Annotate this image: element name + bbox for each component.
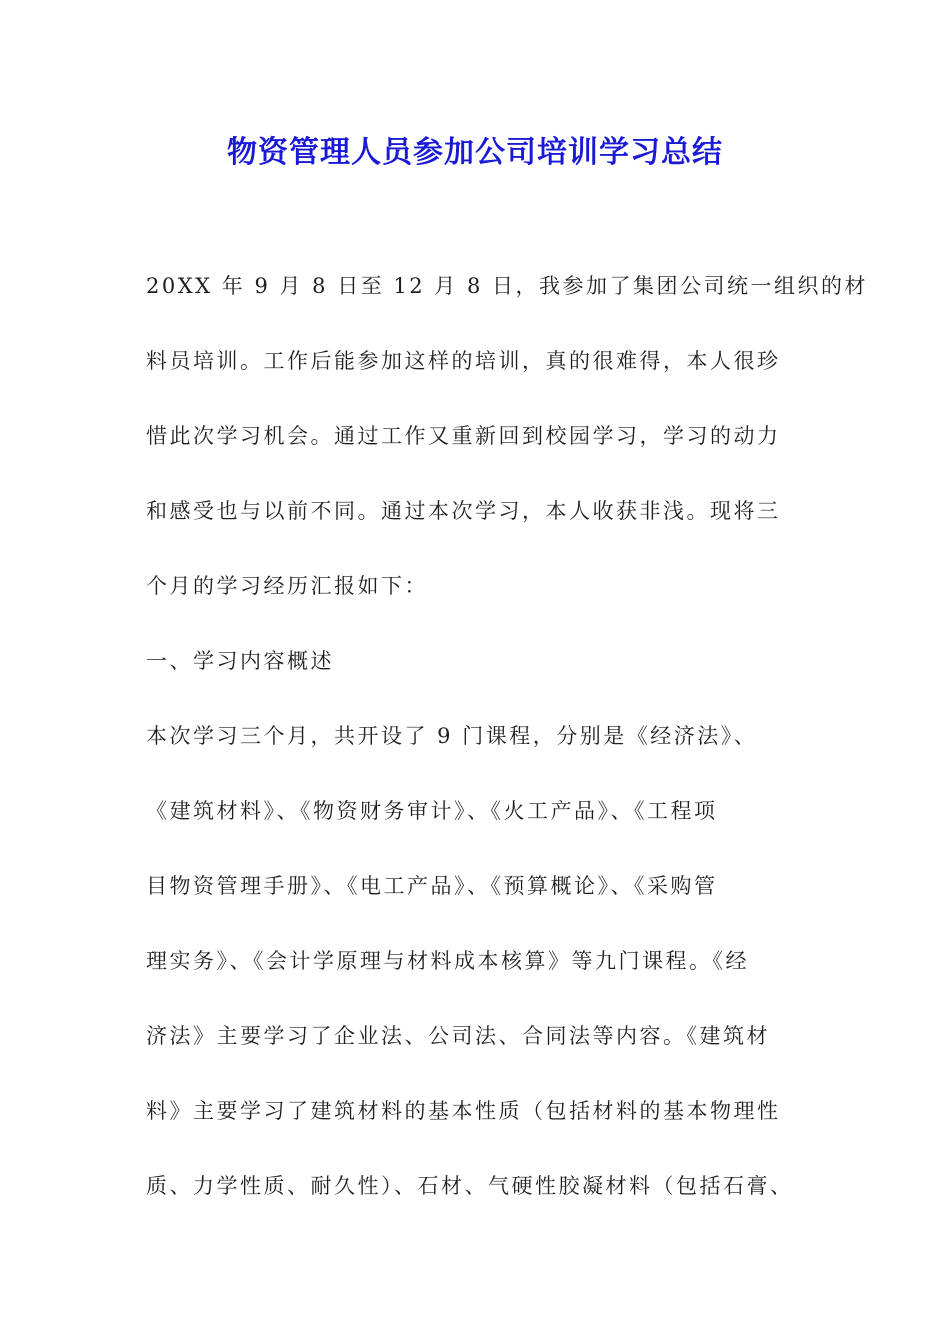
body-line: 料员培训。工作后能参加这样的培训，真的很难得，本人很珍 [146, 349, 781, 373]
document-body [146, 262, 869, 1237]
body-line: 20XX 年 9 月 8 日至 12 月 8 日，我参加了集团公司统一组织的材 [146, 274, 869, 298]
body-line: 个月的学习经历汇报如下： [146, 574, 428, 598]
body-line: 和感受也与以前不同。通过本次学习，本人收获非浅。现将三 [146, 499, 781, 523]
body-line: 质、力学性质、耐久性）、石材、气硬性胶凝材料（包括石膏、 [146, 1174, 794, 1198]
body-line: 惜此次学习机会。通过工作又重新回到校园学习，学习的动力 [146, 424, 781, 448]
body-line: 理实务》、《会计学原理与材料成本核算》等九门课程。《经 [146, 949, 749, 973]
body-line: 济法》主要学习了企业法、公司法、合同法等内容。《建筑材 [146, 1024, 770, 1048]
body-line: 目物资管理手册》、《电工产品》、《预算概论》、《采购管 [146, 874, 718, 898]
body-line: 料》主要学习了建筑材料的基本性质（包括材料的基本物理性 [146, 1099, 781, 1123]
document-title: 物资管理人员参加公司培训学习总结 [227, 135, 723, 170]
body-line: 本次学习三个月，共开设了 9 门课程，分别是《经济法》、 [146, 724, 758, 748]
body-line: 《建筑材料》、《物资财务审计》、《火工产品》、《工程项 [146, 799, 718, 823]
section-heading: 一、学习内容概述 [146, 649, 334, 673]
